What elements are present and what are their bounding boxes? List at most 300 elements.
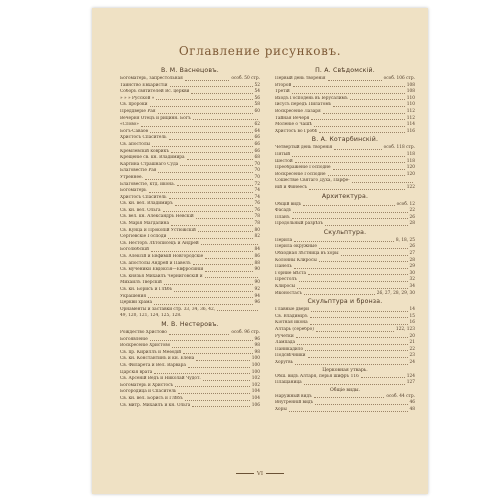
entry-page: 100	[251, 356, 260, 362]
entry-title: Воскресенiе Христово	[120, 343, 171, 349]
toc-entry	[275, 291, 415, 298]
entry-title: Пятый	[275, 151, 291, 157]
toc-entry	[120, 274, 260, 281]
entry-page: 96	[254, 300, 260, 306]
entry-page: 98	[254, 343, 260, 349]
toc-entry	[120, 228, 260, 235]
entry-title: Колонны Клиросы	[275, 257, 317, 263]
entry-page: 76	[254, 207, 260, 213]
entry-title: Христосъ Спаситель	[120, 194, 167, 200]
toc-entry	[120, 234, 260, 241]
entry-page: 94	[254, 293, 260, 299]
toc-entry	[120, 330, 260, 337]
entry-title: 49, 120, 121, 124, 125, 128.	[120, 313, 182, 319]
entry-title: Перила окружные	[275, 244, 317, 250]
entry-title: Св. Филарета и Вел. Варвара	[120, 362, 186, 368]
footer-rule-right	[266, 473, 284, 474]
entry-page: 120	[406, 171, 415, 177]
toc-entry	[120, 370, 260, 377]
entry-page: 32	[409, 277, 415, 283]
dot-leader	[169, 334, 230, 335]
entry-page: 21	[409, 340, 415, 346]
entry-page: 100	[251, 362, 260, 368]
toc-entry	[120, 162, 260, 169]
dot-leader	[196, 218, 253, 219]
dot-leader	[293, 212, 407, 213]
toc-entry	[120, 221, 260, 228]
toc-entry	[275, 129, 415, 136]
entry-page: 58	[254, 102, 260, 108]
toc-entry	[120, 383, 260, 390]
dot-leader	[152, 146, 253, 147]
dot-leader	[323, 113, 405, 114]
dot-leader	[170, 86, 253, 87]
entry-title: Лампада	[275, 340, 296, 346]
toc-entry	[120, 376, 260, 383]
dot-leader	[169, 198, 253, 199]
entry-title: Благовестiе, ктд. икона.	[120, 181, 176, 187]
dot-leader	[201, 244, 258, 245]
dot-leader	[168, 238, 252, 239]
dot-leader	[158, 113, 253, 114]
entry-page: особ. 44 стр.	[386, 393, 415, 399]
dot-leader	[304, 384, 405, 385]
toc-entry	[120, 175, 260, 182]
entry-page: 26, 27, 28, 29, 30	[376, 290, 415, 296]
entry-title: Св. апостолы	[120, 141, 150, 147]
dot-leader	[158, 172, 252, 173]
entry-title: Боголюбскій	[120, 247, 149, 253]
entry-title: Иконостасъ	[275, 290, 302, 296]
entry-page: 120	[406, 165, 415, 171]
toc-entry	[275, 96, 415, 103]
dot-leader	[198, 231, 253, 232]
dot-leader	[350, 99, 405, 100]
entry-page: 52	[254, 82, 260, 88]
entry-page: 72	[254, 181, 260, 187]
toc-entry	[275, 208, 415, 215]
entry-page: 96	[254, 336, 260, 342]
footer-rule-left	[236, 473, 254, 474]
dot-leader	[299, 281, 408, 282]
entry-title: Св. пророки	[120, 102, 148, 108]
toc-entry	[275, 340, 415, 347]
entry-title: Сошествіе Святаго Духа, Парфе-	[275, 178, 350, 184]
dot-leader	[205, 258, 252, 259]
toc-entry	[275, 165, 415, 172]
toc-entry	[120, 403, 260, 410]
entry-page: 118	[406, 151, 415, 157]
page-number: VI	[256, 471, 264, 477]
toc-entry	[275, 145, 415, 152]
entry-page: 46	[409, 400, 415, 406]
entry-page: 20	[409, 333, 415, 339]
entry-title: Св. князья Михаилъ Черниговскiй и	[120, 273, 203, 279]
entry-title: Богородица и Спаситель	[120, 389, 177, 395]
entry-title: Св. Алексiй и Евфимiй Новгородскіе	[120, 254, 204, 260]
toc-entry	[275, 83, 415, 90]
dot-leader	[154, 304, 253, 305]
toc-entry	[120, 155, 260, 162]
dot-leader	[149, 192, 253, 193]
toc-entry	[120, 267, 260, 274]
toc-entry	[275, 407, 415, 414]
entry-title: Престолъ	[275, 277, 297, 283]
entry-title: Богоматерь и Христосъ	[120, 382, 174, 388]
entry-page: 66	[254, 141, 260, 147]
entry-title: Св. апостолы Андрей и Павелъ	[120, 260, 191, 266]
entry-title: Тайная Вечеря	[275, 115, 310, 121]
toc-entry	[275, 360, 415, 367]
dot-leader	[297, 344, 407, 345]
toc-entry	[275, 172, 415, 179]
entry-title: Ручетки	[275, 333, 294, 339]
toc-entry	[275, 353, 415, 360]
entry-page: 78	[254, 214, 260, 220]
toc-entry	[275, 215, 415, 222]
entry-title: Хоры	[275, 406, 287, 412]
entry-title: Вечерня Отецъ и рицинн. Богъ	[120, 115, 191, 121]
entry-page: 90	[254, 280, 260, 286]
entry-page: 122	[406, 184, 415, 190]
entry-page: особ. 106 стр.	[383, 76, 415, 81]
dot-leader	[325, 225, 408, 226]
entry-page: 70	[254, 161, 260, 167]
dot-leader	[185, 400, 250, 401]
entry-page: 66	[254, 148, 260, 154]
dot-leader	[150, 132, 253, 133]
dot-leader	[292, 218, 408, 219]
entry-page: 110	[406, 102, 415, 108]
section-heading: Архитектура.	[321, 192, 369, 200]
toc-entry	[275, 320, 415, 327]
entry-title: ній и Финеесъ	[275, 184, 308, 190]
entry-page: 110	[406, 95, 415, 101]
dot-leader	[319, 132, 405, 133]
entry-title: Общій видъ	[275, 201, 302, 207]
entry-page: 14	[409, 307, 415, 313]
toc-entry	[275, 152, 415, 159]
toc-entry	[120, 135, 260, 142]
entry-title: Богоматерь, запрестольная	[120, 76, 183, 81]
dot-leader	[314, 126, 405, 127]
dot-leader	[205, 277, 258, 278]
toc-entry	[275, 284, 415, 291]
toc-entry	[120, 83, 260, 90]
toc-entry	[275, 327, 415, 334]
section-subheading: Общіе виды.	[329, 387, 361, 393]
dot-leader	[314, 397, 385, 398]
toc-entry	[120, 182, 260, 189]
section-subheading: Церковная утварь.	[322, 367, 368, 373]
dot-leader	[308, 357, 408, 358]
section-heading: М. В. Нестеровъ.	[161, 320, 219, 328]
entry-page: 102	[251, 382, 260, 388]
entry-page: 68	[254, 155, 260, 161]
dot-leader	[292, 93, 405, 94]
left-column	[120, 66, 260, 409]
toc-entry	[275, 258, 415, 265]
toc-entry	[120, 337, 260, 344]
toc-entry	[120, 109, 260, 116]
toc-entry	[275, 159, 415, 166]
dot-leader	[309, 189, 405, 190]
entry-title: Св. Марія Магдалина	[120, 221, 170, 227]
toc-entry	[275, 334, 415, 341]
dot-leader	[193, 264, 253, 265]
entry-page: 22	[409, 208, 415, 214]
dot-leader	[175, 205, 253, 206]
entry-page: 106	[251, 402, 260, 408]
entry-page: 29	[409, 264, 415, 270]
toc-entry	[275, 394, 415, 401]
toc-entry	[275, 244, 415, 251]
entry-title: Обш. видъ Алтаря, перья шифръ 116	[275, 373, 359, 379]
entry-page: 104	[251, 389, 260, 395]
dot-leader	[310, 324, 408, 325]
entry-page: 26	[409, 214, 415, 220]
entry-title: Фасадъ	[275, 208, 292, 214]
entry-page: 100	[251, 369, 260, 375]
entry-title: Моленіе о Чашѣ	[275, 122, 312, 128]
toc-entry	[120, 129, 260, 136]
entry-title: Кремлевскій коврикъ	[120, 148, 170, 154]
entry-title: Богъ-Саваоѳ	[120, 128, 148, 134]
dot-leader	[203, 380, 250, 381]
toc-entry	[120, 214, 260, 221]
toc-entry	[120, 254, 260, 261]
dot-leader	[151, 251, 253, 252]
entry-page: 86	[254, 254, 260, 260]
entry-title: Св. кн. Константинъ и кн. Елена	[120, 356, 195, 362]
entry-page: особ. 12	[396, 201, 415, 207]
toc-entry	[275, 347, 415, 354]
entry-title: Четвертый день творенія	[275, 145, 333, 151]
entry-title: Рождество Христово	[120, 329, 167, 335]
toc-entry	[275, 221, 415, 228]
toc-entry	[275, 264, 415, 271]
entry-title: Паникадило	[275, 346, 304, 352]
entry-page: 118	[406, 158, 415, 164]
entry-page: 116	[406, 128, 415, 134]
entry-page: 112	[406, 115, 415, 121]
page-footer	[92, 471, 428, 477]
toc-entry	[120, 241, 260, 248]
entry-title: Богоматерь	[120, 188, 147, 194]
entry-title: Сергiевскiе Господи	[120, 234, 167, 240]
dot-leader	[148, 297, 252, 298]
toc-entry	[120, 247, 260, 254]
toc-entry	[275, 178, 415, 185]
entry-page: 23	[409, 353, 415, 359]
entry-page: 60	[254, 108, 260, 114]
dot-leader	[316, 331, 394, 332]
dot-leader	[292, 156, 405, 157]
dot-leader	[193, 119, 258, 120]
right-column	[275, 66, 415, 414]
entry-page: особ. 50 стр.	[231, 76, 260, 81]
entry-title: Второй	[275, 82, 292, 88]
entry-title: Iисусъ передъ Пилатомъ	[275, 102, 332, 108]
toc-entry	[120, 142, 260, 149]
entry-page: 54	[254, 89, 260, 95]
dot-leader	[308, 274, 407, 275]
dot-leader	[294, 241, 394, 242]
entry-title: Св. Арсеній Ведъ и Николай Чудот.	[120, 376, 201, 382]
entry-page: 92	[254, 287, 260, 292]
entry-title: Алтарь (серебро)	[275, 327, 314, 332]
entry-title: Орнаменты и заставки стр. 33, 34, 36, 42,	[120, 306, 216, 312]
dot-leader	[188, 367, 250, 368]
toc-entry	[120, 76, 260, 83]
document-page	[92, 8, 428, 494]
toc-entry	[120, 307, 260, 314]
entry-page: 122, 123	[395, 327, 415, 332]
entry-page: 66	[254, 135, 260, 141]
entry-page: 74	[254, 194, 260, 200]
entry-title: Михаилъ Тверскій	[120, 280, 162, 286]
dot-leader	[295, 364, 408, 365]
dot-leader	[303, 205, 394, 206]
entry-page: 64	[254, 128, 260, 134]
dot-leader	[352, 182, 413, 183]
entry-title: Крещенiе св. кн. Владимира	[120, 155, 185, 161]
entry-title: Утреннее.	[120, 174, 143, 180]
entry-title: Воскресеніе Лазаря	[275, 108, 321, 114]
toc-entry	[120, 195, 260, 202]
toc-entry	[120, 313, 260, 320]
entry-page: 74	[254, 188, 260, 194]
entry-title: Преддверiе Рая	[120, 108, 156, 114]
toc-entry	[275, 238, 415, 245]
entry-page: 27	[409, 251, 415, 257]
entry-page: 34	[409, 284, 415, 290]
entry-page: 127	[406, 380, 415, 386]
entry-page: 62	[254, 122, 260, 128]
entry-page: 78	[254, 221, 260, 227]
toc-entry	[120, 122, 260, 129]
entry-page: 104	[251, 395, 260, 401]
toc-entry	[275, 314, 415, 321]
entry-title: Обходная лѣстница въ хоры	[275, 251, 339, 257]
entry-page: 15	[409, 313, 415, 319]
entry-title: Картина Страшнаго Суда	[120, 161, 179, 167]
dot-leader	[145, 179, 253, 180]
toc-entry	[275, 122, 415, 129]
entry-page: 26	[409, 244, 415, 250]
entry-page: 124	[406, 373, 415, 379]
dot-leader	[319, 248, 408, 249]
dot-leader	[185, 80, 229, 81]
entry-title: Планъ	[275, 214, 290, 220]
entry-title: Св. митр. Михаилъ и кн. Ольга	[120, 402, 191, 408]
dot-leader	[163, 211, 253, 212]
toc-entry	[120, 343, 260, 350]
toc-entry	[275, 251, 415, 258]
toc-entry	[120, 300, 260, 307]
entry-title: Благовестiе Рая	[120, 168, 157, 174]
dot-leader	[174, 291, 252, 292]
dot-leader	[196, 360, 250, 361]
entry-title: Таинство Евхаристiи	[120, 82, 168, 88]
toc-entry	[275, 185, 415, 192]
entry-page: 16	[409, 320, 415, 326]
toc-entry	[120, 188, 260, 195]
entry-title: Преображеніе Господне	[275, 165, 331, 171]
entry-title: Св. кн. Борисъ и Глѣбъ	[120, 287, 173, 292]
dot-leader	[171, 152, 252, 153]
entry-page: 56	[254, 95, 260, 101]
dot-leader	[180, 165, 252, 166]
toc-entry	[275, 307, 415, 314]
entry-title: Панель	[275, 264, 292, 270]
dot-leader	[341, 255, 408, 256]
dot-leader	[191, 93, 252, 94]
toc-entry	[120, 168, 260, 175]
entry-page: 28	[409, 221, 415, 227]
toc-entry	[120, 389, 260, 396]
dot-leader	[334, 149, 381, 150]
entry-page: 112	[406, 108, 415, 114]
entry-title: «Слово»	[120, 122, 139, 128]
dot-leader	[296, 337, 408, 338]
toc-entry	[275, 102, 415, 109]
entry-title: Воскресеніе Господне	[275, 171, 326, 177]
toc-entry	[120, 396, 260, 403]
entry-page: 98	[254, 349, 260, 355]
toc-entry	[275, 76, 415, 83]
entry-title: Св. мученики Евдоксiя—Евфросиніи	[120, 267, 204, 273]
entry-title: Третій	[275, 89, 290, 95]
entry-page: 84	[254, 247, 260, 253]
entry-page: особ. 96 стр.	[231, 329, 260, 335]
entry-page: 88	[254, 260, 260, 266]
entry-title: Шестой	[275, 158, 293, 164]
entry-title: Входъ Господень въ Iерусалимъ	[275, 95, 348, 101]
dot-leader	[315, 404, 407, 405]
dot-leader	[172, 347, 252, 348]
dot-leader	[177, 185, 252, 186]
entry-title: Хоругвь	[275, 359, 293, 365]
toc-entry	[120, 356, 260, 363]
section-heading: В. А. Котарбинскій.	[311, 136, 379, 144]
dot-leader	[183, 353, 252, 354]
toc-entry	[120, 149, 260, 156]
entry-title: Плащаница	[275, 380, 302, 386]
entry-page: 24	[409, 359, 415, 365]
entry-title: Первый день творенія	[275, 76, 326, 81]
entry-title: Богоявленiе	[120, 336, 148, 342]
dot-leader	[361, 377, 405, 378]
dot-leader	[293, 86, 404, 87]
dot-leader	[192, 406, 249, 407]
entry-title: Украшения	[120, 293, 147, 299]
section-heading: Скульптура и бронза.	[307, 298, 383, 306]
section-heading: Скульптура.	[323, 228, 367, 236]
entry-page: 28	[409, 257, 415, 263]
entry-page: 114	[406, 122, 415, 128]
dot-leader	[205, 271, 252, 272]
dot-leader	[311, 119, 404, 120]
entry-page: особ. 118 стр.	[383, 145, 415, 151]
entry-title: Царскія врата	[120, 369, 153, 375]
entry-title: Кіотная икона	[275, 320, 308, 326]
entry-title: Христосъ во Гробѣ	[275, 128, 318, 134]
entry-page: 22	[409, 346, 415, 352]
entry-title: Христосъ Спаситель	[120, 135, 167, 141]
toc-entry	[120, 89, 260, 96]
entry-page: 82	[254, 234, 260, 240]
